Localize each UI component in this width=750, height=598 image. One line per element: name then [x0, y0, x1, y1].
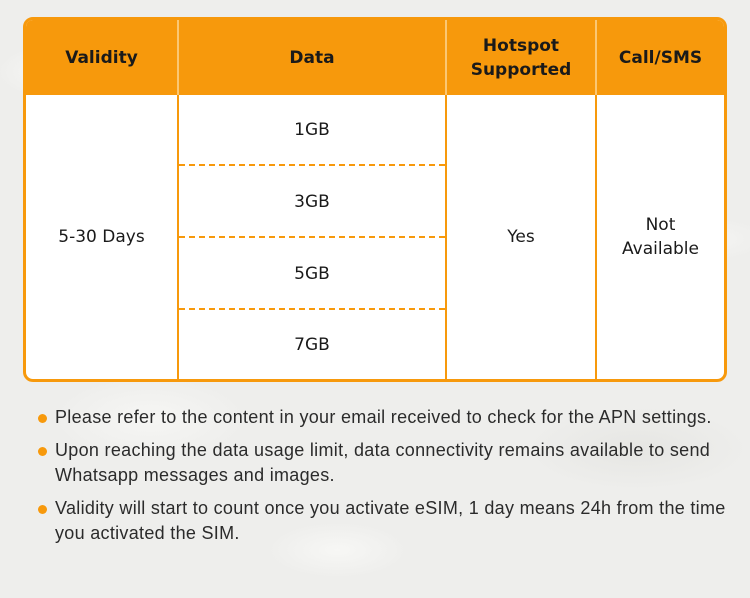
- hotspot-cell: Yes: [507, 227, 535, 247]
- call-sms-line1: Not: [645, 215, 676, 235]
- note-text: Please refer to the content in your email received to check for the APN settings.: [55, 407, 712, 427]
- plan-table: [23, 17, 727, 382]
- data-option: 7GB: [294, 334, 330, 355]
- note-item: [38, 405, 728, 430]
- call-sms-cell: [597, 95, 724, 379]
- bullet-dot-icon: [38, 505, 47, 514]
- header-hotspot-line1: Hotspot: [482, 35, 560, 56]
- bullet-dot-icon: [38, 414, 47, 423]
- data-option: 1GB: [294, 120, 330, 140]
- data-option: 5GB: [294, 263, 330, 284]
- bullet-dot-icon: [38, 447, 47, 456]
- header-data: Data: [289, 47, 335, 68]
- note-text: Upon reaching the data usage limit, data connectivity remains available to send Whatsapp messages and images.: [55, 440, 711, 485]
- table-header: [26, 20, 724, 95]
- data-option: 3GB: [294, 191, 330, 212]
- note-text: Validity will start to count once you activate eSIM, 1 day means 24h from the time you activated the SIM.: [55, 498, 726, 543]
- notes-list: [38, 405, 728, 554]
- header-hotspot: [447, 20, 595, 95]
- note-item: [38, 438, 728, 488]
- header-divider: [445, 20, 447, 95]
- header-divider: [595, 20, 597, 95]
- validity-cell: 5-30 Days: [58, 227, 145, 247]
- header-call-sms: Call/SMS: [618, 47, 703, 68]
- call-sms-line2: Available: [622, 239, 699, 259]
- note-item: [38, 496, 728, 546]
- header-hotspot-line2: Supported: [470, 59, 572, 80]
- header-divider: [177, 20, 179, 95]
- header-validity: Validity: [65, 47, 138, 68]
